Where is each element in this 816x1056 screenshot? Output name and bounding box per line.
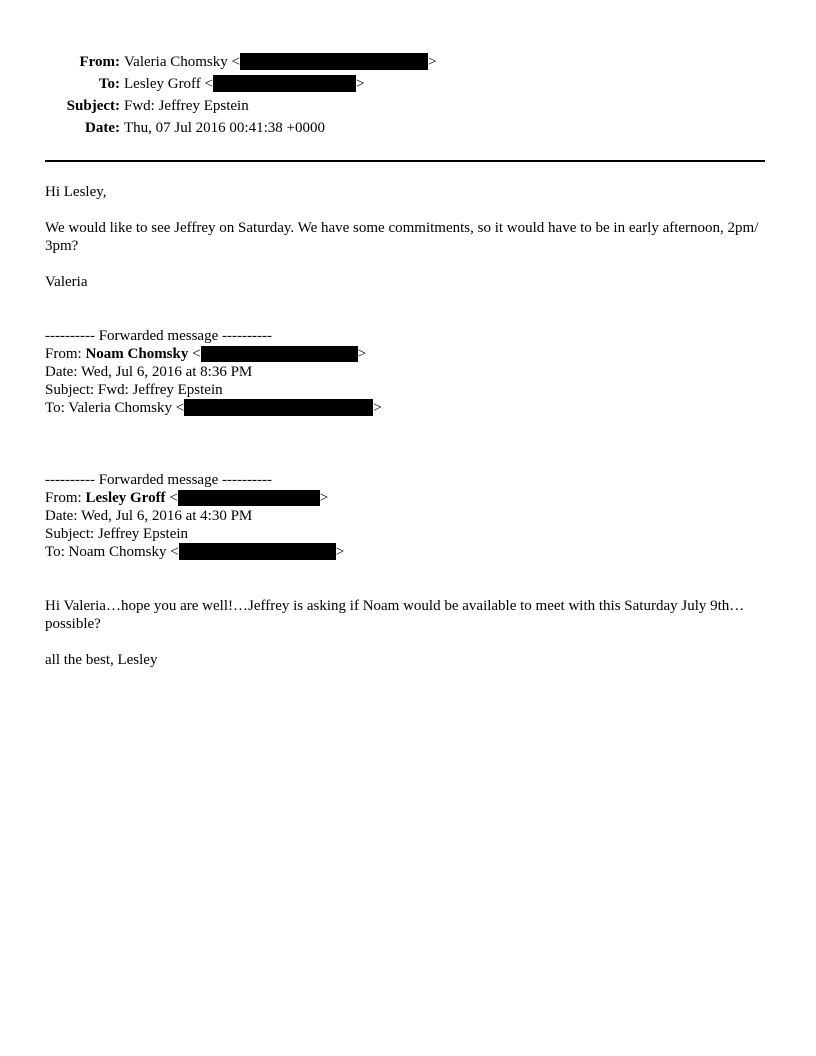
forward2-to-label: To: xyxy=(45,544,65,560)
body-signoff: Valeria xyxy=(45,274,88,290)
angle-open: < xyxy=(192,346,201,362)
forward1-to xyxy=(45,399,775,417)
forward1-from-label: From: xyxy=(45,346,82,362)
angle-close: > xyxy=(335,544,345,560)
angle-close: > xyxy=(357,346,367,362)
angle-open: < xyxy=(170,544,179,560)
header-to-label: To: xyxy=(98,76,120,92)
header-from-name: Valeria Chomsky xyxy=(124,54,228,70)
forward2-marker: ---------- Forwarded message ---------- xyxy=(45,472,272,488)
forward2-closing: all the best, Lesley xyxy=(45,652,158,668)
forward2-message: Hi Valeria…hope you are well!…Jeffrey is asking if Noam would be available to meet with this Saturday July 9th…possible? xyxy=(45,598,745,632)
forward1-to-name: Valeria Chomsky xyxy=(68,400,173,416)
angle-close: > xyxy=(373,400,382,416)
forward1-from-name: Noam Chomsky xyxy=(85,346,189,362)
forward1-date: Date: Wed, Jul 6, 2016 at 8:36 PM xyxy=(45,364,253,380)
body-greeting: Hi Lesley, xyxy=(45,184,107,200)
forward2-subject: Subject: Jeffrey Epstein xyxy=(45,526,189,542)
header-date-row xyxy=(0,118,816,138)
angle-close: > xyxy=(319,490,329,506)
header-from-value xyxy=(124,52,436,72)
angle-close: > xyxy=(427,54,437,70)
forward2-to xyxy=(45,543,775,561)
header-to-value xyxy=(124,74,364,94)
header-date-label: Date: xyxy=(85,120,120,136)
forward2-date: Date: Wed, Jul 6, 2016 at 4:30 PM xyxy=(45,508,253,524)
forward1-from xyxy=(45,345,775,363)
redaction-box xyxy=(201,346,358,362)
header-from-row xyxy=(0,52,816,72)
body-message: We would like to see Jeffrey on Saturday. We have some commitments, so it would have to be in early afternoon, 2pm/ 3pm? xyxy=(45,220,759,254)
angle-open: < xyxy=(175,400,185,416)
header-date-value: Thu, 07 Jul 2016 00:41:38 +0000 xyxy=(124,120,325,136)
header-subject-label: Subject: xyxy=(66,98,120,114)
header-subject-value: Fwd: Jeffrey Epstein xyxy=(124,98,249,114)
forward1-to-label: To: xyxy=(45,400,65,416)
forward2-from-label: From: xyxy=(45,490,82,506)
header-to-row xyxy=(0,74,816,94)
header-to-name: Lesley Groff xyxy=(124,76,201,92)
forward1-marker: ---------- Forwarded message ---------- xyxy=(45,328,272,344)
angle-close: > xyxy=(356,76,365,92)
redaction-box xyxy=(178,490,320,506)
redaction-box xyxy=(213,75,356,92)
angle-open: < xyxy=(204,76,213,92)
header-subject-row xyxy=(0,96,816,116)
header-divider xyxy=(45,160,765,162)
forward1-subject: Subject: Fwd: Jeffrey Epstein xyxy=(45,382,223,398)
redaction-box xyxy=(240,53,428,70)
forward2-to-name: Noam Chomsky xyxy=(68,544,167,560)
forward2-from xyxy=(45,489,775,507)
angle-open: < xyxy=(169,490,178,506)
header-from-label: From: xyxy=(79,54,120,70)
forward2-from-name: Lesley Groff xyxy=(85,490,166,506)
redaction-box xyxy=(179,543,336,560)
redaction-box xyxy=(184,399,373,416)
angle-open: < xyxy=(231,54,240,70)
